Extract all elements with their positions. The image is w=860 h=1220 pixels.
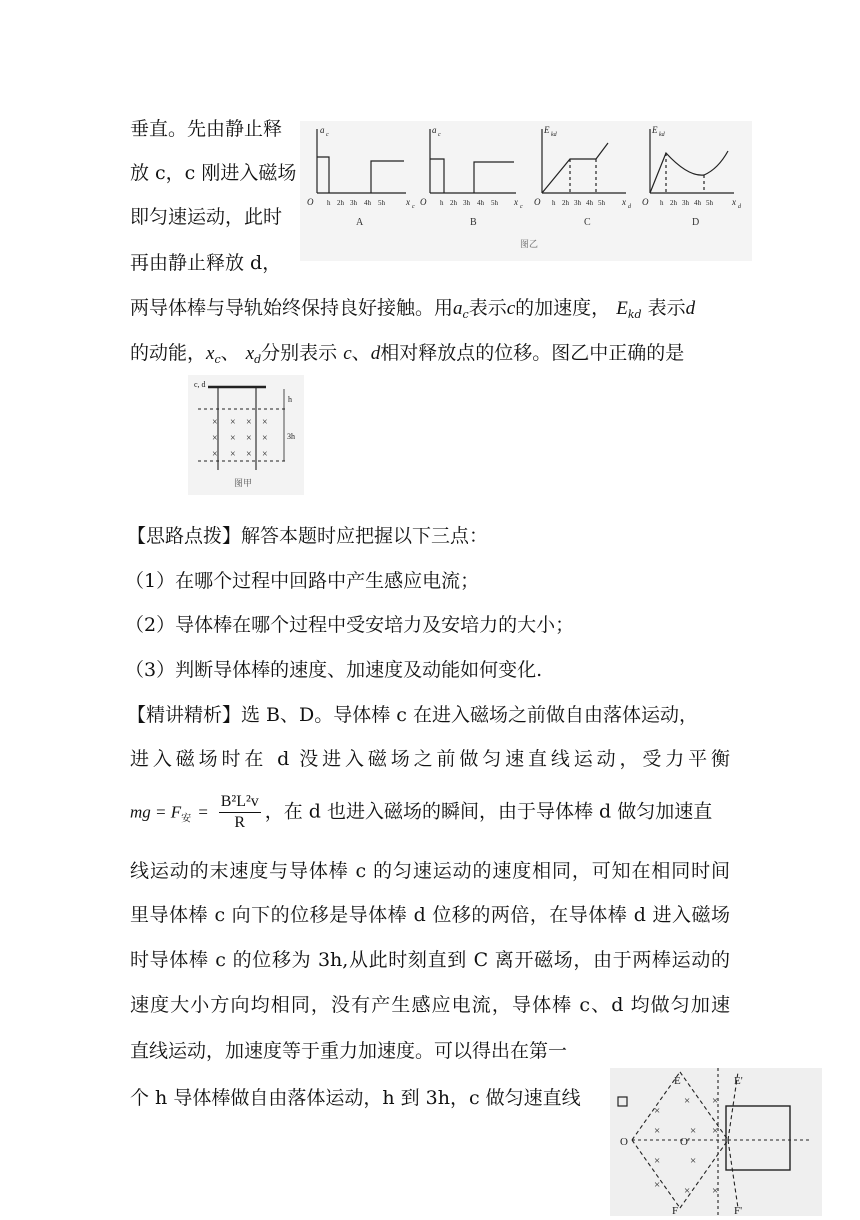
svg-text:×: × bbox=[690, 1155, 697, 1167]
section-2-heading: 【精讲精析】选 B、D。导体棒 c 在进入磁场之前做自由落体运动， bbox=[127, 704, 698, 726]
svg-text:×: × bbox=[684, 1095, 691, 1107]
svg-text:x: x bbox=[406, 197, 410, 207]
svg-text:d: d bbox=[628, 204, 631, 210]
svg-text:kd: kd bbox=[659, 132, 665, 138]
jia-h-label: h bbox=[288, 395, 292, 404]
figure-jia bbox=[188, 375, 304, 495]
panel-c-label: C bbox=[584, 217, 591, 228]
svg-text:5h: 5h bbox=[491, 199, 498, 207]
section-2-line-2: 进入磁场时在 d 没进入磁场之前做匀速直线运动，受力平衡 bbox=[130, 748, 730, 770]
svg-text:×: × bbox=[712, 1125, 719, 1137]
svg-text:×: × bbox=[654, 1155, 661, 1167]
svg-text:5h: 5h bbox=[598, 199, 605, 207]
svg-text:3h: 3h bbox=[574, 199, 581, 207]
section-1-heading: 【思路点拨】解答本题时应把握以下三点： bbox=[127, 525, 489, 547]
body-line-2: 里导体棒 c 向下的位移是导体棒 d 位移的两倍，在导体棒 d 进入磁场 bbox=[130, 904, 730, 926]
svg-text:h: h bbox=[327, 199, 331, 207]
body-line-3: 时导体棒 c 的位移为 3h,从此时刻直到 C 离开磁场，由于两棒运动的 bbox=[130, 949, 730, 971]
small-square-icon bbox=[618, 1097, 627, 1106]
formula-fraction: $\frac{\text{B²L²v}}{R}$ bbox=[220, 793, 259, 831]
svg-text:E: E bbox=[544, 125, 550, 135]
jia-rod-label: c, d bbox=[194, 380, 206, 389]
svg-text:h: h bbox=[440, 199, 444, 207]
svg-text:E: E bbox=[674, 1075, 681, 1087]
svg-text:a: a bbox=[432, 125, 437, 135]
svg-text:×: × bbox=[654, 1125, 661, 1137]
text-line-5: 两导体棒与导轨始终保持良好接触。用$a_c$表示c的加速度， $E_{kd}$ 表示d bbox=[130, 297, 696, 321]
intro-line-3: 即匀速运动，此时 bbox=[130, 206, 283, 228]
svg-text:c: c bbox=[520, 204, 523, 210]
svg-text:×: × bbox=[262, 417, 268, 428]
panel-d-label: D bbox=[692, 217, 700, 228]
svg-text:F': F' bbox=[734, 1205, 743, 1216]
svg-text:×: × bbox=[230, 417, 236, 428]
svg-text:×: × bbox=[690, 1125, 697, 1137]
figure-br-diagram bbox=[610, 1068, 822, 1216]
figure-yi-caption: 图乙 bbox=[520, 239, 539, 249]
svg-text:×: × bbox=[712, 1095, 719, 1107]
svg-text:O: O bbox=[420, 197, 427, 207]
svg-text:c: c bbox=[412, 204, 415, 210]
text-line-6: 的动能，$x_c$、 $x_d$分别表示 c、d相对释放点的位移。图乙中正确的是 bbox=[130, 342, 685, 366]
svg-text:E': E' bbox=[734, 1075, 743, 1087]
body-line-5: 直线运动，加速度等于重力加速度。可以得出在第一 bbox=[130, 1040, 568, 1062]
svg-text:F: F bbox=[672, 1205, 679, 1216]
svg-text:h: h bbox=[552, 199, 556, 207]
intro-line-4: 再由静止释放 d， bbox=[130, 252, 282, 274]
point-1: （1）在哪个过程中回路中产生感应电流； bbox=[125, 570, 480, 592]
point-2: （2）导体棒在哪个过程中受安培力及安培力的大小； bbox=[125, 614, 575, 636]
svg-text:2h: 2h bbox=[670, 199, 677, 207]
body-line-1: 线运动的末速度与导体棒 c 的匀速运动的速度相同，可知在相同时间 bbox=[130, 860, 730, 882]
svg-text:E: E bbox=[652, 125, 658, 135]
svg-text:3h: 3h bbox=[463, 199, 470, 207]
svg-text:×: × bbox=[246, 433, 252, 444]
svg-text:x: x bbox=[732, 197, 736, 207]
svg-text:×: × bbox=[246, 449, 252, 460]
figure-jia-caption: 图甲 bbox=[234, 478, 253, 488]
svg-text:×: × bbox=[212, 433, 218, 444]
svg-text:5h: 5h bbox=[378, 199, 385, 207]
svg-text:O: O bbox=[534, 197, 541, 207]
svg-text:×: × bbox=[212, 449, 218, 460]
svg-text:×: × bbox=[212, 417, 218, 428]
svg-text:4h: 4h bbox=[586, 199, 593, 207]
svg-text:d: d bbox=[738, 204, 741, 210]
section-2-title: 【精讲精析】 bbox=[127, 704, 242, 726]
svg-text:c: c bbox=[326, 132, 329, 138]
svg-text:x: x bbox=[514, 197, 518, 207]
body-line-4: 速度大小方向均相同，没有产生感应电流，导体棒 c、d 均做匀加速 bbox=[130, 994, 730, 1016]
section-1-title: 【思路点拨】 bbox=[127, 525, 242, 547]
svg-text:c: c bbox=[438, 132, 441, 138]
svg-text:4h: 4h bbox=[364, 199, 371, 207]
svg-text:5h: 5h bbox=[706, 199, 713, 207]
svg-text:O: O bbox=[642, 197, 649, 207]
figure-yi-graphs bbox=[300, 121, 752, 261]
svg-text:O: O bbox=[307, 197, 314, 207]
formula-line: mg = $F_安$ = $\frac{\text{B²L²v}}{R}$ ，在 d 也进入磁场的瞬间，由于导体棒 d 做匀加速直 bbox=[130, 793, 713, 831]
svg-text:x: x bbox=[622, 197, 626, 207]
svg-text:×: × bbox=[262, 433, 268, 444]
figure-bottom-right bbox=[610, 1068, 822, 1216]
svg-text:×: × bbox=[246, 417, 252, 428]
svg-text:×: × bbox=[654, 1179, 661, 1191]
svg-text:4h: 4h bbox=[694, 199, 701, 207]
svg-text:×: × bbox=[712, 1185, 719, 1197]
svg-text:3h: 3h bbox=[682, 199, 689, 207]
panel-b-label: B bbox=[470, 217, 477, 228]
svg-text:3h: 3h bbox=[350, 199, 357, 207]
svg-text:kd: kd bbox=[551, 132, 557, 138]
svg-text:×: × bbox=[230, 449, 236, 460]
svg-text:h: h bbox=[660, 199, 664, 207]
svg-text:2h: 2h bbox=[562, 199, 569, 207]
figure-jia-diagram bbox=[188, 375, 304, 495]
svg-text:×: × bbox=[684, 1185, 691, 1197]
body-line-6: 个 h 导体棒做自由落体运动，h 到 3h，c 做匀速直线 bbox=[130, 1087, 581, 1109]
svg-text:2h: 2h bbox=[450, 199, 457, 207]
svg-text:2h: 2h bbox=[337, 199, 344, 207]
svg-text:×: × bbox=[262, 449, 268, 460]
svg-text:O': O' bbox=[680, 1136, 690, 1148]
svg-text:×: × bbox=[654, 1105, 661, 1117]
panel-a-ylabel: a bbox=[320, 125, 325, 135]
jia-3h-label: 3h bbox=[287, 432, 295, 441]
figure-yi bbox=[300, 121, 752, 261]
svg-text:O: O bbox=[620, 1136, 628, 1148]
panel-a-label: A bbox=[356, 217, 364, 228]
svg-text:4h: 4h bbox=[477, 199, 484, 207]
intro-line-1: 垂直。先由静止释 bbox=[130, 118, 283, 140]
svg-text:×: × bbox=[230, 433, 236, 444]
point-3: （3）判断导体棒的速度、加速度及动能如何变化. bbox=[125, 659, 543, 681]
intro-line-2: 放 c，c 刚进入磁场 bbox=[130, 162, 297, 184]
